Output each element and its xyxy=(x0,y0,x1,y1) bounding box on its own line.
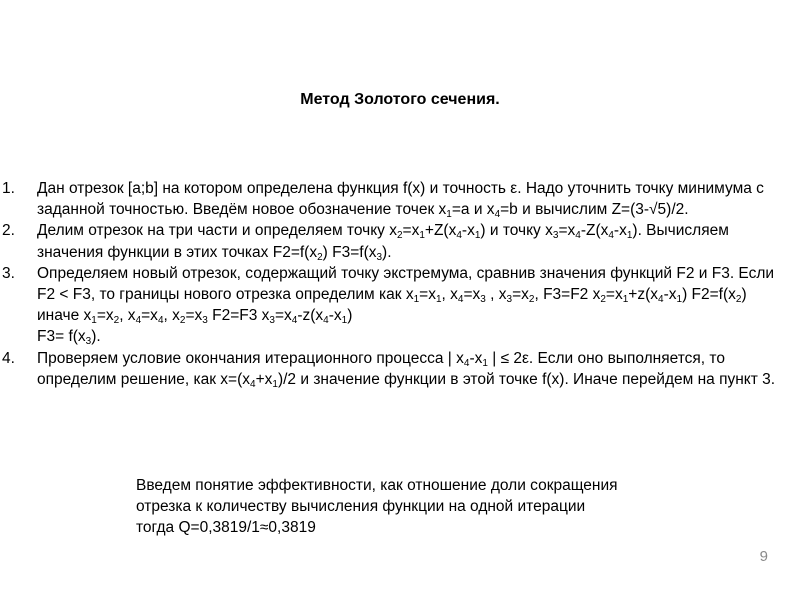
step-text-fragment: +z(x xyxy=(628,286,659,304)
subscript-index: 1 xyxy=(413,294,420,306)
efficiency-note-line: Введем понятие эффективности, как отношение доли сокращения xyxy=(136,477,618,494)
step-text-fragment: ) xyxy=(347,307,353,325)
subscript-index: 1 xyxy=(435,294,442,306)
step-text-fragment: | ≤ 2ε. Если оно выполняется, то определим решение, как x=(x xyxy=(37,349,725,388)
subscript-index: 1 xyxy=(419,230,425,242)
subscript-index: 2 xyxy=(179,315,186,327)
subscript-index: 1 xyxy=(474,230,481,242)
step-text-fragment: =a и x xyxy=(451,201,495,219)
step-text-fragment: -x xyxy=(469,349,483,367)
subscript-index: 2 xyxy=(113,315,120,327)
step-text-fragment: , x xyxy=(119,307,136,325)
step-text-fragment: -z(x xyxy=(297,307,324,325)
algorithm-step xyxy=(0,348,790,390)
subscript-index: 4 xyxy=(457,294,464,306)
efficiency-note-line: отрезка к количеству вычисления функции на одной итерации xyxy=(136,498,586,516)
step-text-fragment: ) F3=f(x xyxy=(322,243,377,261)
step-text-fragment: , x xyxy=(485,286,507,304)
subscript-index: 4 xyxy=(323,315,329,327)
step-text xyxy=(37,350,775,388)
subscript-index: 3 xyxy=(202,315,208,327)
subscript-index: 3 xyxy=(480,294,486,306)
algorithm-step xyxy=(0,263,790,348)
subscript-index: 4 xyxy=(494,209,501,221)
subscript-index: 2 xyxy=(317,251,323,263)
algorithm-steps-list xyxy=(0,178,790,390)
step-number: 2. xyxy=(2,222,15,240)
page-number: 9 xyxy=(759,548,768,565)
subscript-index: 4 xyxy=(575,230,581,242)
step-number: 4. xyxy=(2,349,15,367)
step-text-fragment: Проверяем условие окончания итерационного процесса | x xyxy=(37,349,464,367)
subscript-index: 3 xyxy=(376,251,383,263)
step-text-fragment: -x xyxy=(663,286,677,304)
efficiency-note-line: тогда Q=0,3819/1≈0,3819 xyxy=(136,519,316,537)
subscript-index: 1 xyxy=(482,357,488,369)
subscript-index: 1 xyxy=(626,230,633,242)
step-text-fragment: Делим отрезок на три части и определяем точку x xyxy=(37,222,397,240)
step-text-fragment: ). Вычисляем значения функции в этих точках F2=f(x xyxy=(37,222,729,261)
step-text-fragment: =x xyxy=(141,307,158,325)
subscript-index: 4 xyxy=(608,230,614,242)
subscript-index: 4 xyxy=(463,357,470,369)
subscript-index: 1 xyxy=(341,315,348,327)
subscript-index: 4 xyxy=(157,315,164,327)
step-text-fragment: -x xyxy=(461,222,475,240)
subscript-index: 3 xyxy=(506,294,513,306)
algorithm-step xyxy=(0,220,790,262)
subscript-index: 3 xyxy=(552,230,559,242)
subscript-index: 2 xyxy=(528,294,535,306)
step-text-fragment: =x xyxy=(274,307,292,325)
subscript-index: 4 xyxy=(658,294,664,306)
step-text-fragment: =x xyxy=(463,286,481,304)
step-number: 1. xyxy=(2,180,15,197)
subscript-index: 3 xyxy=(269,315,275,327)
step-text-fragment: F3= f(x xyxy=(37,328,86,346)
step-text-fragment: +x xyxy=(255,370,273,388)
subscript-index: 3 xyxy=(85,336,92,348)
subscript-index: 4 xyxy=(250,378,256,390)
step-text-fragment: ). xyxy=(382,243,392,261)
step-text-fragment: -Z(x xyxy=(580,222,609,240)
step-text-fragment: =x xyxy=(558,222,576,240)
subscript-index: 1 xyxy=(676,294,683,306)
slide-title: Метод Золотого сечения. xyxy=(300,91,500,108)
subscript-index: 1 xyxy=(91,315,97,327)
step-text-fragment: Определяем новый отрезок, содержащий точку экстремума, сравнив значения функций F2 и F3. Если F2 < F3, то границы нового отрезка определим как x xyxy=(37,264,775,304)
step-text-fragment: , x xyxy=(441,286,458,304)
step-text xyxy=(37,180,764,221)
step-number: 3. xyxy=(2,264,15,282)
step-text-fragment: F2=F3 x xyxy=(207,307,270,325)
step-text-fragment: =x xyxy=(605,286,623,304)
step-text-fragment: ) иначе x xyxy=(37,286,747,325)
step-text-fragment: , F3=F2 x xyxy=(534,286,601,304)
step-text xyxy=(37,222,729,263)
step-text-fragment: -x xyxy=(613,222,627,240)
subscript-index: 4 xyxy=(135,315,142,327)
step-text-fragment: )/2 и значение функции в этой точке f(x). Иначе перейдем на пункт 3. xyxy=(277,370,776,388)
step-text-fragment: =x xyxy=(185,307,203,325)
subscript-index: 2 xyxy=(735,294,742,306)
efficiency-note xyxy=(136,475,736,539)
subscript-index: 4 xyxy=(291,315,298,327)
algorithm-step xyxy=(0,178,790,220)
step-text-fragment: -x xyxy=(328,307,342,325)
step-text-fragment: +Z(x xyxy=(424,222,457,240)
subscript-index: 4 xyxy=(456,230,462,242)
step-text-fragment: ). xyxy=(91,328,101,346)
step-text-fragment: ) и точку x xyxy=(480,222,553,240)
step-text-fragment: =b и вычислим Z=(3-√5)/2. xyxy=(500,201,689,219)
step-text xyxy=(37,265,774,346)
step-text-fragment: =x xyxy=(419,286,436,304)
step-text-fragment: ) F2=f(x xyxy=(682,286,736,304)
subscript-index: 1 xyxy=(622,294,629,306)
step-text-fragment: , x xyxy=(163,307,180,325)
subscript-index: 2 xyxy=(396,230,403,242)
subscript-index: 1 xyxy=(272,378,278,390)
step-text-fragment: =x xyxy=(402,222,420,240)
step-text-fragment: Дан отрезок [a;b] на котором определена функция f(x) и точность ε. Надо уточнить точку минимума с заданной точностью. Введём новое обозначение точек x xyxy=(37,180,764,219)
step-text-fragment: =x xyxy=(512,286,529,304)
step-text-fragment: =x xyxy=(96,307,114,325)
subscript-index: 2 xyxy=(600,294,606,306)
subscript-index: 1 xyxy=(446,209,452,221)
